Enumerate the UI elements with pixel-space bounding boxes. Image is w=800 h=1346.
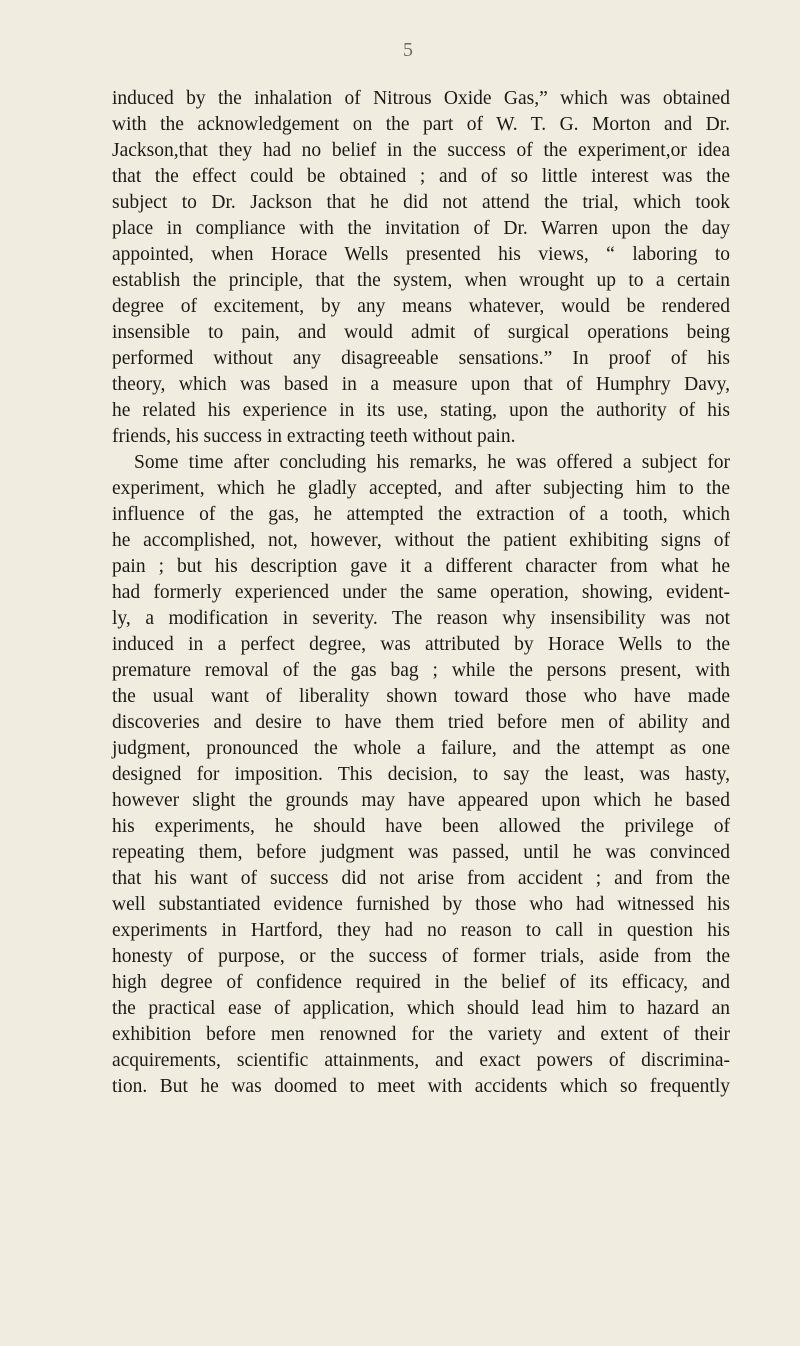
text-line: judgment, pronounced the whole a failure, and the attempt as one bbox=[112, 738, 730, 759]
text-line: that the effect could be obtained ; and of so little interest was the bbox=[112, 166, 730, 187]
text-line: the usual want of liberality shown toward those who have made bbox=[112, 686, 730, 707]
text-line: ly, a modification in severity. The reason why insensibility was not bbox=[112, 608, 730, 629]
text-line: however slight the grounds may have appeared upon which he based bbox=[112, 790, 730, 811]
text-line: appointed, when Horace Wells presented his views, “ laboring to bbox=[112, 244, 730, 265]
text-line: Some time after concluding his remarks, he was offered a subject for bbox=[134, 452, 730, 473]
text-line: with the acknowledgement on the part of W. T. G. Morton and Dr. bbox=[112, 114, 730, 135]
text-line: performed without any disagreeable sensations.” In proof of his bbox=[112, 348, 730, 369]
text-line: establish the principle, that the system, when wrought up to a certain bbox=[112, 270, 730, 291]
text-line: well substantiated evidence furnished by those who had witnessed his bbox=[112, 894, 730, 915]
text-line: the practical ease of application, which should lead him to hazard an bbox=[112, 998, 730, 1019]
text-line: theory, which was based in a measure upon that of Humphry Davy, bbox=[112, 374, 730, 395]
text-line: pain ; but his description gave it a different character from what he bbox=[112, 556, 730, 577]
text-line: place in compliance with the invitation of Dr. Warren upon the day bbox=[112, 218, 730, 239]
paragraph bbox=[112, 86, 730, 450]
text-line: discoveries and desire to have them tried before men of ability and bbox=[112, 712, 730, 733]
text-line: honesty of purpose, or the success of former trials, aside from the bbox=[112, 946, 730, 967]
paragraph bbox=[112, 450, 730, 1100]
text-line: Jackson,that they had no belief in the success of the experiment,or idea bbox=[112, 140, 730, 161]
text-line: he related his experience in its use, stating, upon the authority of his bbox=[112, 400, 730, 421]
text-line: degree of excitement, by any means whatever, would be rendered bbox=[112, 296, 730, 317]
text-line: had formerly experienced under the same operation, showing, evident- bbox=[112, 582, 730, 603]
text-line: experiment, which he gladly accepted, and after subjecting him to the bbox=[112, 478, 730, 499]
text-line: induced in a perfect degree, was attributed by Horace Wells to the bbox=[112, 634, 730, 655]
text-line: influence of the gas, he attempted the extraction of a tooth, which bbox=[112, 504, 730, 525]
text-line: premature removal of the gas bag ; while the persons present, with bbox=[112, 660, 730, 681]
text-line: friends, his success in extracting teeth without pain. bbox=[112, 426, 516, 447]
page-number: 5 bbox=[403, 39, 413, 61]
text-line: experiments in Hartford, they had no reason to call in question his bbox=[112, 920, 730, 941]
text-line: subject to Dr. Jackson that he did not attend the trial, which took bbox=[112, 192, 730, 213]
text-line: repeating them, before judgment was passed, until he was convinced bbox=[112, 842, 730, 863]
text-line: designed for imposition. This decision, to say the least, was hasty, bbox=[112, 764, 730, 785]
text-line: his experiments, he should have been allowed the privilege of bbox=[112, 816, 730, 837]
text-line: induced by the inhalation of Nitrous Oxide Gas,” which was obtained bbox=[112, 88, 730, 109]
text-line: exhibition before men renowned for the variety and extent of their bbox=[112, 1024, 730, 1045]
body-text bbox=[112, 86, 730, 1100]
text-line: he accomplished, not, however, without the patient exhibiting signs of bbox=[112, 530, 730, 551]
text-line: insensible to pain, and would admit of surgical operations being bbox=[112, 322, 730, 343]
text-line: high degree of confidence required in the belief of its efficacy, and bbox=[112, 972, 730, 993]
text-line: acquirements, scientific attainments, and exact powers of discrimina- bbox=[112, 1050, 730, 1071]
text-line: that his want of success did not arise from accident ; and from the bbox=[112, 868, 730, 889]
text-line: tion. But he was doomed to meet with accidents which so frequently bbox=[112, 1076, 730, 1097]
